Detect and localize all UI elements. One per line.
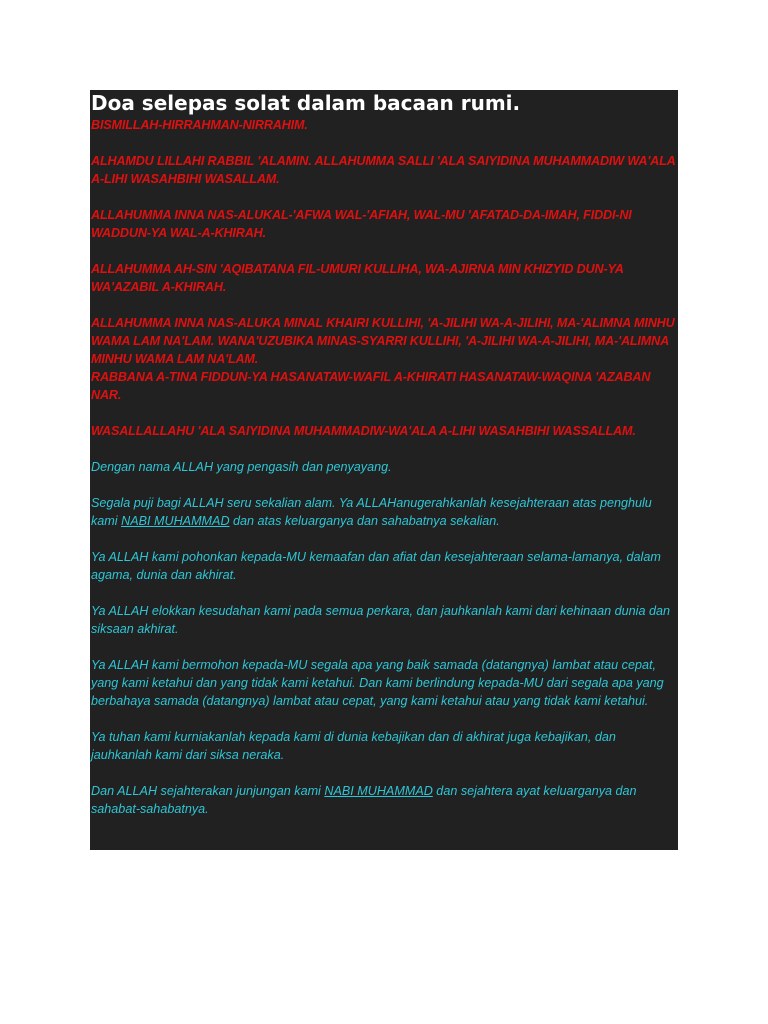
translation-paragraph-7 (91, 782, 676, 818)
rumi-bismillah: BISMILLAH-HIRRAHMAN-NIRRAHIM. (91, 118, 308, 132)
translation-paragraph-2 (91, 494, 676, 530)
paragraph-gap (91, 638, 676, 656)
translation-text: Segala puji bagi ALLAH seru sekalian alam. Ya ALLAHanugerahkanlah kesejahteraan atas penghulu kami (91, 496, 652, 528)
translation-paragraph-5: Ya ALLAH kami bermohon kepada-MU segala apa yang baik samada (datangnya) lambat atau cepat, yang kami ketahui dan yang tidak kami ketahui. Dan kami berlindung kepada-MU dari segala apa yang berbahaya samada (datangnya) lambat atau cepat, yang kami ketahui atau yang tidak kami ketahui. (91, 658, 664, 708)
document-panel (90, 90, 678, 850)
paragraph-gap (91, 296, 676, 314)
paragraph-gap (91, 440, 676, 458)
paragraph-gap (91, 188, 676, 206)
translation-paragraph-4: Ya ALLAH elokkan kesudahan kami pada semua perkara, dan jauhkanlah kami dari kehinaan dunia dan siksaan akhirat. (91, 604, 670, 636)
translation-text: dan atas keluarganya dan sahabatnya sekalian. (229, 514, 500, 528)
paragraph-gap (91, 764, 676, 782)
paragraph-gap (91, 584, 676, 602)
paragraph-gap (91, 134, 676, 152)
rumi-paragraph-1: ALHAMDU LILLAHI RABBIL 'ALAMIN. ALLAHUMMA SALLI 'ALA SAIYIDINA MUHAMMADIW WA'ALA A-LIHI WASAHBIHI WASALLAM. (91, 154, 676, 186)
paragraph-gap (91, 242, 676, 260)
translation-paragraph-3: Ya ALLAH kami pohonkan kepada-MU kemaafan dan afiat dan kesejahteraan selama-lamanya, dalam agama, dunia dan akhirat. (91, 550, 661, 582)
rumi-paragraph-5: RABBANA A-TINA FIDDUN-YA HASANATAW-WAFIL A-KHIRATI HASANATAW-WAQINA 'AZABAN NAR. (91, 370, 651, 402)
rumi-paragraph-3: ALLAHUMMA AH-SIN 'AQIBATANA FIL-UMURI KULLIHA, WA-AJIRNA MIN KHIZYID DUN-YA WA'AZABIL A-KHIRAH. (91, 262, 624, 294)
nabi-muhammad-link[interactable]: NABI MUHAMMAD (324, 784, 433, 798)
translation-text: dan sejahtera ayat keluarganya dan sahabat-sahabatnya. (91, 784, 637, 816)
nabi-muhammad-link[interactable]: NABI MUHAMMAD (121, 514, 230, 528)
paragraph-gap (91, 476, 676, 494)
paragraph-gap (91, 530, 676, 548)
translation-text: Dan ALLAH sejahterakan junjungan kami (91, 784, 325, 798)
page-title: Doa selepas solat dalam bacaan rumi. (91, 91, 521, 115)
rumi-paragraph-4: ALLAHUMMA INNA NAS-ALUKA MINAL KHAIRI KULLIHI, 'A-JILIHI WA-A-JILIHI, MA-'ALIMNA MINHU WAMA LAM NA'LAM. WANA'UZUBIKA MINAS-SYARRI KULLIHI, 'A-JILIHI WA-A-JILIHI, MA-'ALIMNA MINHU WAMA LAM NA'LAM. (91, 316, 675, 366)
rumi-paragraph-2: ALLAHUMMA INNA NAS-ALUKAL-'AFWA WAL-'AFIAH, WAL-MU 'AFATAD-DA-IMAH, FIDDI-NI WADDUN-YA WAL-A-KHIRAH. (91, 208, 632, 240)
translation-paragraph-1: Dengan nama ALLAH yang pengasih dan penyayang. (91, 460, 392, 474)
translation-paragraph-6: Ya tuhan kami kurniakanlah kepada kami di dunia kebajikan dan di akhirat juga kebajikan, dan jauhkanlah kami dari siksa neraka. (91, 730, 616, 762)
rumi-paragraph-6: WASALLALLAHU 'ALA SAIYIDINA MUHAMMADIW-WA'ALA A-LIHI WASAHBIHI WASSALLAM. (91, 424, 636, 438)
paragraph-gap (91, 404, 676, 422)
paragraph-gap (91, 710, 676, 728)
